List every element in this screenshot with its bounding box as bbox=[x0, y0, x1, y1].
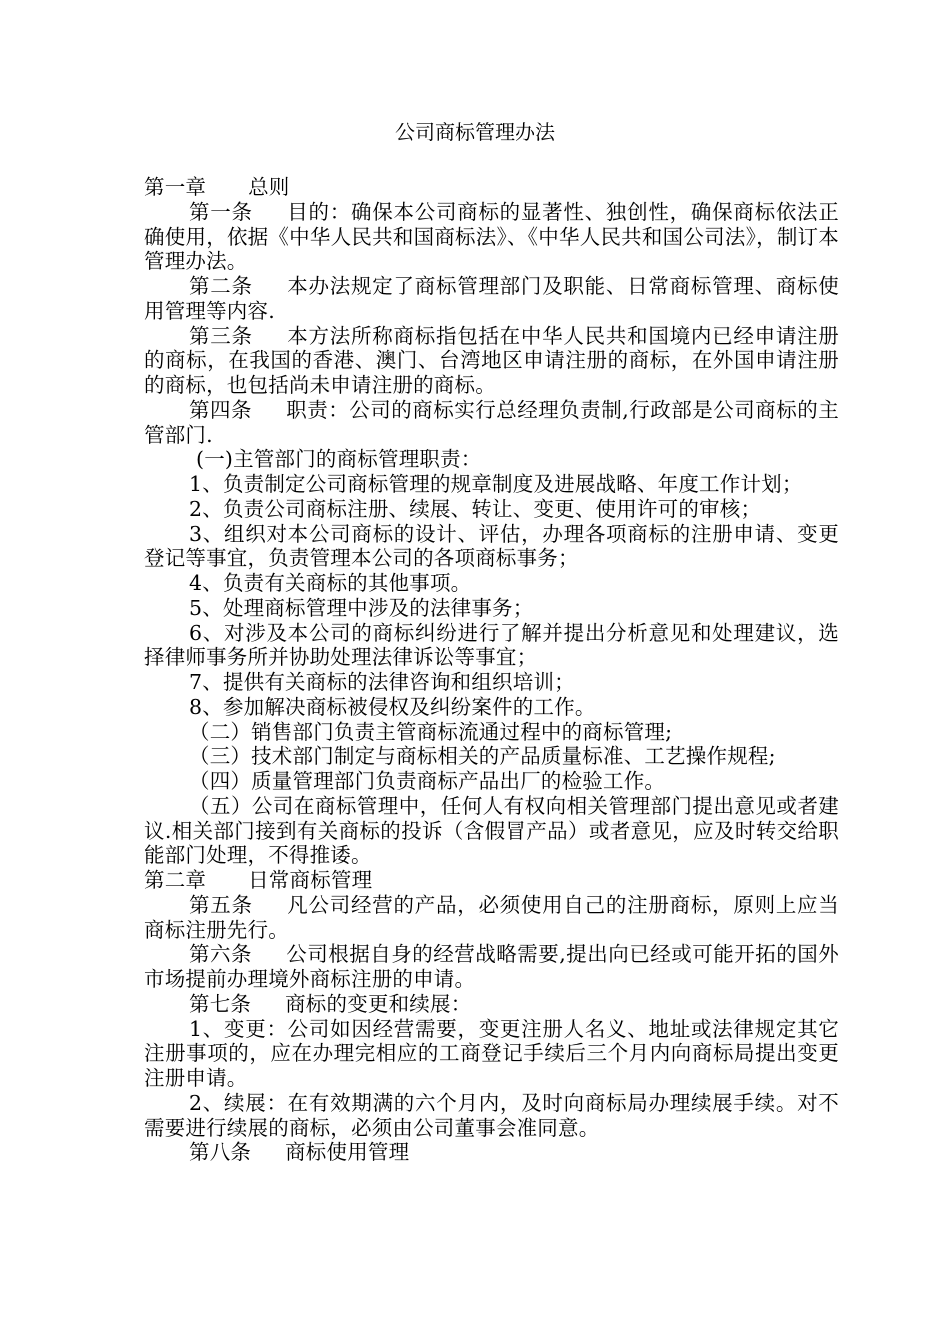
list-item: 5、处理商标管理中涉及的法律事务； bbox=[189, 595, 534, 620]
list-item: 6、对涉及本公司的商标纠纷进行了解并提出分析意见和处理建议，选择律师事务所并协助处理法律诉讼等事宜； bbox=[144, 620, 839, 670]
article-8 bbox=[144, 1140, 839, 1165]
section-4: （四）质量管理部门负责商标产品出厂的检验工作。 bbox=[189, 769, 666, 793]
document-title: 公司商标管理办法 bbox=[395, 120, 555, 144]
list-item: 8、参加解决商标被侵权及纠纷案件的工作。 bbox=[189, 694, 596, 719]
article-text: 本方法所称商标指包括在中华人民共和国境内已经申请注册的商标，在我国的香港、澳门、台湾地区申请注册的商标，在外国申请注册的商标，也包括尚未申请注册的商标。 bbox=[144, 323, 839, 397]
article-number: 第七条 bbox=[189, 991, 252, 1016]
list-item: 4、负责有关商标的其他事项。 bbox=[189, 571, 472, 595]
article-number: 第二条 bbox=[189, 274, 253, 298]
article-7 bbox=[144, 992, 839, 1017]
article-1 bbox=[144, 200, 839, 274]
chapter-heading bbox=[144, 175, 839, 200]
article-6 bbox=[144, 942, 839, 992]
article-3 bbox=[144, 324, 839, 398]
article-text: 公司根据自身的经营战略需要,提出向已经或可能开拓的国外市场提前办理境外商标注册的申请。 bbox=[144, 942, 839, 991]
document-body bbox=[144, 175, 839, 1165]
chapter-number: 第一章 bbox=[144, 175, 207, 199]
article-number: 第四条 bbox=[189, 397, 252, 422]
list-item: 2、负责公司商标注册、续展、转让、变更、使用许可的审核； bbox=[189, 496, 762, 521]
section-2: （二）销售部门负责主管商标流通过程中的商标管理; bbox=[189, 719, 673, 744]
section-3: （三）技术部门制定与商标相关的产品质量标准、工艺操作规程; bbox=[189, 744, 776, 769]
list-item: 1、负责制定公司商标管理的规章制度及进展战略、年度工作计划； bbox=[189, 472, 803, 496]
article-text: 凡公司经营的产品，必须使用自己的注册商标，原则上应当商标注册先行。 bbox=[144, 892, 839, 942]
article-number: 第三条 bbox=[189, 323, 253, 348]
article-number: 第六条 bbox=[189, 942, 252, 967]
section-1-heading: (一)主管部门的商标管理职责： bbox=[196, 447, 482, 472]
chapter-heading bbox=[144, 868, 839, 893]
article-number: 第八条 bbox=[189, 1140, 252, 1165]
article-2 bbox=[144, 274, 839, 324]
chapter-name: 总则 bbox=[248, 175, 290, 199]
article-text: 职责：公司的商标实行总经理负责制,行政部是公司商标的主管部门. bbox=[144, 397, 839, 447]
chapter-number: 第二章 bbox=[144, 868, 207, 892]
chapter-name: 日常商标管理 bbox=[248, 868, 373, 892]
article-text: 商标的变更和续展： bbox=[285, 991, 472, 1016]
list-item: 3、组织对本公司商标的设计、评估，办理各项商标的注册申请、变更登记等事宜，负责管理本公司的各项商标事务； bbox=[144, 521, 839, 571]
list-item: 1、变更：公司如因经营需要，变更注册人名义、地址或法律规定其它注册事项的，应在办理完相应的工商登记手续后三个月内向商标局提出变更注册申请。 bbox=[144, 1016, 839, 1090]
article-number: 第五条 bbox=[189, 892, 253, 917]
article-text: 商标使用管理 bbox=[285, 1140, 410, 1165]
article-text: 本办法规定了商标管理部门及职能、日常商标管理、商标使用管理等内容. bbox=[144, 274, 839, 323]
list-item: 7、提供有关商标的法律咨询和组织培训； bbox=[189, 670, 575, 694]
article-5 bbox=[144, 893, 839, 943]
section-5: （五）公司在商标管理中，任何人有权向相关管理部门提出意见或者建议.相关部门接到有关商标的投诉（含假冒产品）或者意见，应及时转交给职能部门处理，不得推诿。 bbox=[144, 793, 839, 868]
list-item: 2、续展：在有效期满的六个月内，及时向商标局办理续展手续。对不需要进行续展的商标，必须由公司董事会准同意。 bbox=[144, 1090, 839, 1140]
article-4 bbox=[144, 398, 839, 448]
article-text: 目的：确保本公司商标的显著性、独创性，确保商标依法正确使用，依据《中华人民共和国商标法》、《中华人民共和国公司法》，制订本管理办法。 bbox=[144, 199, 839, 274]
article-number: 第一条 bbox=[189, 199, 253, 224]
